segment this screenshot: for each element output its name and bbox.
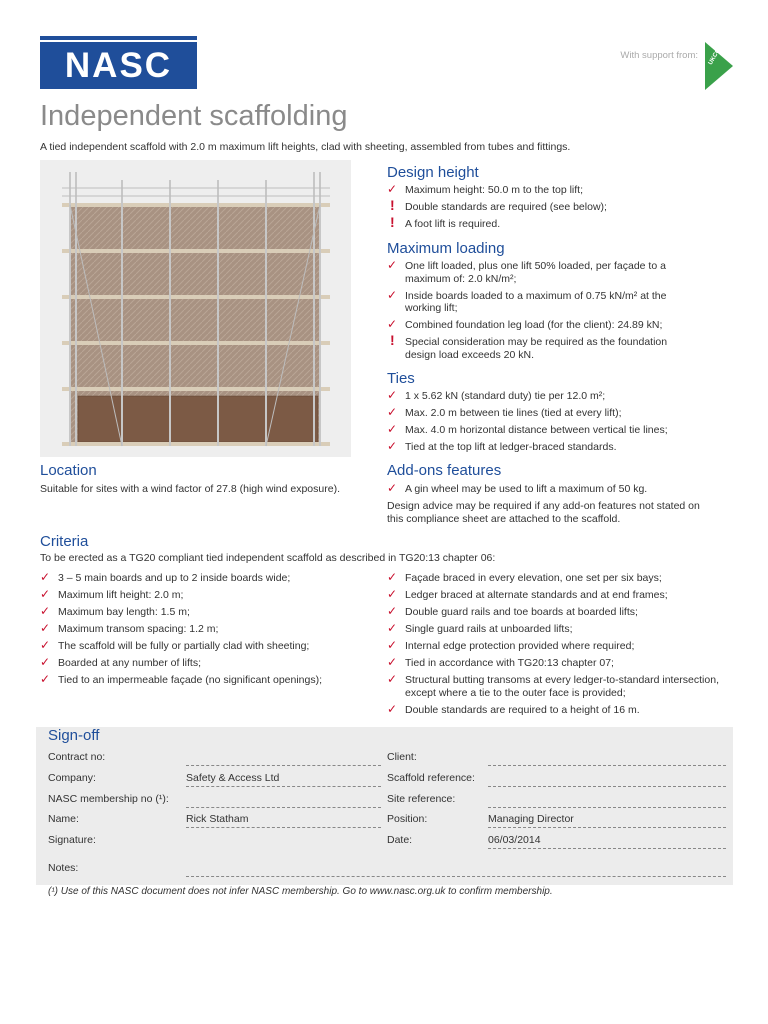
list-item: ✓ Tied in accordance with TG20:13 chapter 07; bbox=[387, 655, 614, 669]
page-title: Independent scaffolding bbox=[40, 100, 348, 132]
nasc-logo bbox=[40, 36, 197, 89]
site-reference-field-line[interactable] bbox=[488, 807, 726, 808]
ukcg-label: UKCG bbox=[707, 47, 722, 67]
list-item: ✓ Double standards are required to a height of 16 m. bbox=[387, 701, 640, 716]
check-icon: ✓ bbox=[387, 422, 398, 436]
date-field-line[interactable] bbox=[488, 848, 726, 849]
check-icon: ✓ bbox=[40, 621, 51, 635]
footnote: (¹) Use of this NASC document does not infer NASC membership. Go to www.nasc.org.uk to confirm membership. bbox=[48, 886, 553, 897]
criteria-section bbox=[40, 533, 740, 564]
check-icon: ✓ bbox=[387, 388, 398, 402]
list-item: ✓ Double guard rails and toe boards at boarded lifts; bbox=[387, 604, 638, 618]
warning-icon: ! bbox=[390, 214, 395, 230]
addons-section bbox=[387, 462, 707, 525]
contract-field-line[interactable] bbox=[186, 765, 381, 766]
list-item: ✓ A gin wheel may be used to lift a maximum of 50 kg. bbox=[387, 481, 648, 495]
list-item: ✓ Internal edge protection provided where required; bbox=[387, 638, 635, 652]
client-field-line[interactable] bbox=[488, 765, 726, 766]
name-label: Name: bbox=[48, 813, 79, 825]
signature-label: Signature: bbox=[48, 834, 96, 846]
criteria-left-list bbox=[40, 572, 380, 687]
check-icon: ✓ bbox=[40, 655, 51, 669]
scaffold-reference-label: Scaffold reference: bbox=[387, 772, 475, 784]
location-text: Suitable for sites with a wind factor of 27.8 (high wind exposure). bbox=[40, 483, 340, 495]
list-item: ✓ Maximum bay length: 1.5 m; bbox=[40, 604, 190, 618]
name-field-line[interactable] bbox=[186, 827, 381, 828]
check-icon: ✓ bbox=[387, 439, 398, 453]
check-icon: ✓ bbox=[40, 604, 51, 618]
check-icon: ✓ bbox=[387, 604, 398, 618]
list-item: ✓ Single guard rails at unboarded lifts; bbox=[387, 621, 573, 635]
check-icon: ✓ bbox=[387, 587, 398, 601]
check-icon: ✓ bbox=[387, 621, 398, 635]
check-icon: ✓ bbox=[387, 481, 398, 495]
list-item: ✓ Tied to an impermeable façade (no significant openings); bbox=[40, 672, 323, 686]
maximum-loading-section bbox=[387, 240, 697, 366]
check-icon: ✓ bbox=[387, 638, 398, 652]
list-item: ✓ Maximum lift height: 2.0 m; bbox=[40, 587, 184, 601]
list-item: ✓ Combined foundation leg load (for the client): 24.89 kN; bbox=[387, 317, 663, 331]
list-item: ✓ Façade braced in every elevation, one set per six bays; bbox=[387, 570, 662, 584]
company-label: Company: bbox=[48, 772, 96, 784]
maximum-loading-heading: Maximum loading bbox=[387, 240, 505, 257]
list-item: ✓ Ledger braced at alternate standards and at end frames; bbox=[387, 587, 668, 601]
logo-text: NASC bbox=[64, 46, 173, 85]
notes-field-line[interactable] bbox=[186, 876, 726, 877]
list-item: ✓ Boarded at any number of lifts; bbox=[40, 655, 201, 669]
addons-list bbox=[387, 483, 707, 496]
check-icon: ✓ bbox=[387, 655, 398, 669]
client-label: Client: bbox=[387, 751, 417, 763]
list-item: ✓ Maximum transom spacing: 1.2 m; bbox=[40, 621, 219, 635]
criteria-left-column bbox=[40, 572, 380, 691]
list-item: ✓ Tied at the top lift at ledger-braced standards. bbox=[387, 439, 617, 453]
check-icon: ✓ bbox=[387, 701, 398, 716]
check-icon: ✓ bbox=[40, 570, 51, 584]
list-item: ✓ Max. 4.0 m horizontal distance between vertical tie lines; bbox=[387, 422, 668, 436]
criteria-right-column bbox=[387, 572, 727, 721]
name-value[interactable]: Rick Statham bbox=[186, 813, 249, 825]
ties-heading: Ties bbox=[387, 370, 415, 387]
warning-icon: ! bbox=[390, 197, 395, 213]
position-value[interactable]: Managing Director bbox=[488, 813, 574, 825]
membership-field-line[interactable] bbox=[186, 807, 381, 808]
ties-list bbox=[387, 390, 732, 454]
position-label: Position: bbox=[387, 813, 428, 825]
design-height-list bbox=[387, 184, 732, 231]
support-text: With support from: bbox=[620, 50, 698, 61]
list-item: ✓ The scaffold will be fully or partially clad with sheeting; bbox=[40, 638, 310, 652]
list-item: ✓ Structural butting transoms at every ledger-to-standard intersection, except where a tie to the outer face is provided; bbox=[387, 672, 719, 699]
criteria-heading: Criteria bbox=[40, 533, 89, 550]
company-field-line[interactable] bbox=[186, 786, 381, 787]
check-icon: ✓ bbox=[387, 182, 398, 196]
check-icon: ✓ bbox=[387, 258, 398, 272]
list-item: ✓ Inside boards loaded to a maximum of 0.75 kN/m² at the working lift; bbox=[387, 287, 667, 314]
check-icon: ✓ bbox=[387, 317, 398, 331]
site-reference-label: Site reference: bbox=[387, 793, 456, 805]
notes-label: Notes: bbox=[48, 862, 79, 874]
scaffold-image bbox=[40, 160, 351, 457]
list-item: ! A foot lift is required. bbox=[390, 214, 501, 230]
company-value[interactable]: Safety & Access Ltd bbox=[186, 772, 280, 784]
scaffold-illustration bbox=[40, 160, 351, 457]
list-item: ✓ Max. 2.0 m between tie lines (tied at every lift); bbox=[387, 405, 622, 419]
design-height-section bbox=[387, 164, 732, 235]
contract-label: Contract no: bbox=[48, 751, 106, 763]
scaffold-reference-field-line[interactable] bbox=[488, 786, 726, 787]
criteria-intro: To be erected as a TG20 compliant tied independent scaffold as described in TG20:13 chapter 06: bbox=[40, 552, 496, 564]
check-icon: ✓ bbox=[40, 672, 51, 686]
list-item: ! Double standards are required (see below); bbox=[390, 197, 607, 213]
check-icon: ✓ bbox=[387, 672, 398, 686]
check-icon: ✓ bbox=[387, 287, 398, 302]
list-item: ✓ 3 – 5 main boards and up to 2 inside boards wide; bbox=[40, 570, 291, 584]
membership-label: NASC membership no (¹): bbox=[48, 793, 169, 805]
signoff-heading: Sign-off bbox=[48, 727, 100, 744]
list-item: ✓ One lift loaded, plus one lift 50% loaded, per façade to a maximum of: 2.0 kN/m²; bbox=[387, 258, 666, 285]
date-value[interactable]: 06/03/2014 bbox=[488, 834, 541, 846]
addons-heading: Add-ons features bbox=[387, 462, 502, 479]
check-icon: ✓ bbox=[387, 405, 398, 419]
check-icon: ✓ bbox=[387, 570, 398, 584]
addons-text: Design advice may be required if any add-on features not stated on this compliance sheet are attached to the scaffold. bbox=[387, 500, 700, 525]
list-item: ✓ 1 x 5.62 kN (standard duty) tie per 12.0 m²; bbox=[387, 388, 606, 402]
ties-section bbox=[387, 370, 732, 458]
position-field-line[interactable] bbox=[488, 827, 726, 828]
date-label: Date: bbox=[387, 834, 413, 846]
list-item: ! Special consideration may be required as the foundation design load exceeds 20 kN. bbox=[390, 332, 668, 361]
signoff-panel bbox=[36, 727, 733, 885]
maximum-loading-list bbox=[387, 260, 697, 361]
check-icon: ✓ bbox=[40, 638, 51, 652]
location-section bbox=[40, 462, 340, 496]
check-icon: ✓ bbox=[40, 587, 51, 601]
list-item: ✓ Maximum height: 50.0 m to the top lift; bbox=[387, 182, 583, 196]
location-heading: Location bbox=[40, 462, 97, 479]
criteria-right-list bbox=[387, 572, 727, 716]
intro-text: A tied independent scaffold with 2.0 m maximum lift heights, clad with sheeting, assembled from tubes and fittings. bbox=[40, 141, 571, 153]
design-height-heading: Design height bbox=[387, 164, 479, 181]
warning-icon: ! bbox=[390, 332, 395, 348]
logo-band bbox=[40, 36, 197, 42]
